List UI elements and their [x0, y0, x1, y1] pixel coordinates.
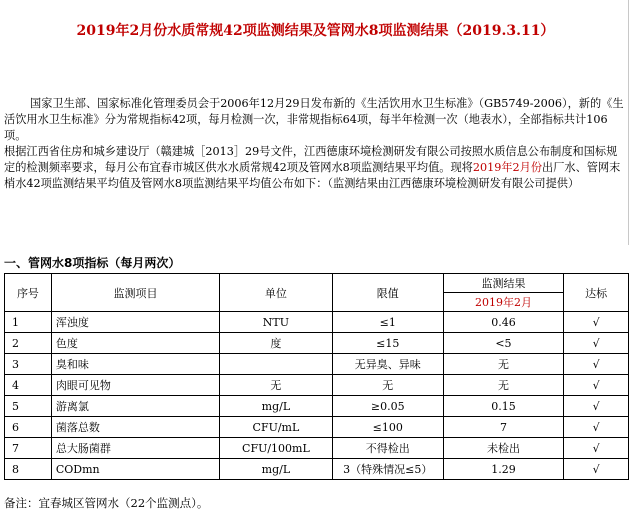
cell-ok: √	[564, 354, 629, 375]
header-result-month: 2019年2月	[443, 293, 564, 312]
cell-unit: CFU/100mL	[220, 438, 333, 459]
cell-unit: mg/L	[220, 396, 333, 417]
cell-unit: mg/L	[220, 459, 333, 480]
cell-limit: 3（特殊情况≤5）	[332, 459, 443, 480]
cell-ok: √	[564, 333, 629, 354]
cell-result: 未检出	[443, 438, 564, 459]
intro-month-highlight: 2019年2月份	[472, 161, 543, 174]
cell-no: 3	[5, 354, 52, 375]
cell-unit	[220, 354, 333, 375]
section-title: 一、管网水8项指标（每月两次）	[4, 256, 181, 270]
intro-paragraph-2-a: 根据江西省住房和城乡建设厅（赣建城［2013］29号文件，江西德康环境检测研发有限公司按照水质信息公布制度和国标规定的检测频率要求，每月公布宜春市城区供水水质常规42项及管网水8项监测结果平均值。现将	[4, 145, 618, 174]
cell-ok: √	[564, 312, 629, 333]
title-main: 份水质常规42项监测结果及管网水8项监测结果	[153, 23, 449, 39]
cell-item: 色度	[51, 333, 219, 354]
header-item: 监测项目	[51, 274, 219, 312]
intro-text	[4, 96, 627, 192]
intro-paragraph-1: 国家卫生部、国家标准化管理委员会于2006年12月29日发布新的《生活饮用水卫生标准》（GB5749-2006），新的《生活饮用水卫生标准》分为常规指标42项，每月检测一次，非常规指标64项，每半年检测一次（地表水），全部指标共计106项。	[4, 97, 624, 142]
cell-item: 总大肠菌群	[51, 438, 219, 459]
cell-limit: ≤15	[332, 333, 443, 354]
cell-no: 2	[5, 333, 52, 354]
title-year-month: 2019年2月	[76, 23, 154, 39]
cell-unit: 度	[220, 333, 333, 354]
cell-no: 1	[5, 312, 52, 333]
cell-limit: 无异臭、异味	[332, 354, 443, 375]
header-result: 监测结果	[443, 274, 564, 293]
header-ok: 达标	[564, 274, 629, 312]
table-row	[5, 396, 629, 417]
table-row	[5, 333, 629, 354]
cell-ok: √	[564, 396, 629, 417]
header-unit: 单位	[220, 274, 333, 312]
cell-ok: √	[564, 375, 629, 396]
cell-ok: √	[564, 417, 629, 438]
table-row	[5, 312, 629, 333]
table-row	[5, 375, 629, 396]
cell-item: 菌落总数	[51, 417, 219, 438]
cell-result: <5	[443, 333, 564, 354]
cell-unit: CFU/mL	[220, 417, 333, 438]
cell-unit: 无	[220, 375, 333, 396]
monitoring-table	[4, 273, 629, 480]
cell-ok: √	[564, 459, 629, 480]
header-no: 序号	[5, 274, 52, 312]
cell-limit: 无	[332, 375, 443, 396]
cell-result: 1.29	[443, 459, 564, 480]
table-row	[5, 417, 629, 438]
cell-result: 无	[443, 375, 564, 396]
intro-paragraph-2-b: 出厂水、管网末梢水42项监测结果平均值及管网水8项监测结果平均值公布如下：（监测结果由江西德康环境检测研发有限公司提供）	[4, 161, 621, 190]
cell-limit: 不得检出	[332, 438, 443, 459]
cell-no: 8	[5, 459, 52, 480]
cell-item: 肉眼可见物	[51, 375, 219, 396]
cell-item: 游离氯	[51, 396, 219, 417]
header-limit: 限值	[332, 274, 443, 312]
cell-result: 无	[443, 354, 564, 375]
intro-paragraph-2	[4, 144, 627, 192]
table-row	[5, 459, 629, 480]
table-row	[5, 354, 629, 375]
cell-item: 臭和味	[51, 354, 219, 375]
cell-result: 0.46	[443, 312, 564, 333]
cell-unit: NTU	[220, 312, 333, 333]
cell-no: 5	[5, 396, 52, 417]
note: 备注：宜春城区管网水（22个监测点）。	[4, 496, 209, 510]
cell-ok: √	[564, 438, 629, 459]
cell-result: 7	[443, 417, 564, 438]
cell-item: CODmn	[51, 459, 219, 480]
cell-result: 0.15	[443, 396, 564, 417]
title-date: （2019.3.11）	[448, 23, 555, 39]
table-row	[5, 438, 629, 459]
cell-limit: ≤100	[332, 417, 443, 438]
cell-no: 7	[5, 438, 52, 459]
cell-item: 浑浊度	[51, 312, 219, 333]
cell-no: 6	[5, 417, 52, 438]
cell-limit: ≤1	[332, 312, 443, 333]
cell-no: 4	[5, 375, 52, 396]
page-title	[0, 20, 631, 40]
table-header-row	[5, 274, 629, 293]
cell-limit: ≥0.05	[332, 396, 443, 417]
